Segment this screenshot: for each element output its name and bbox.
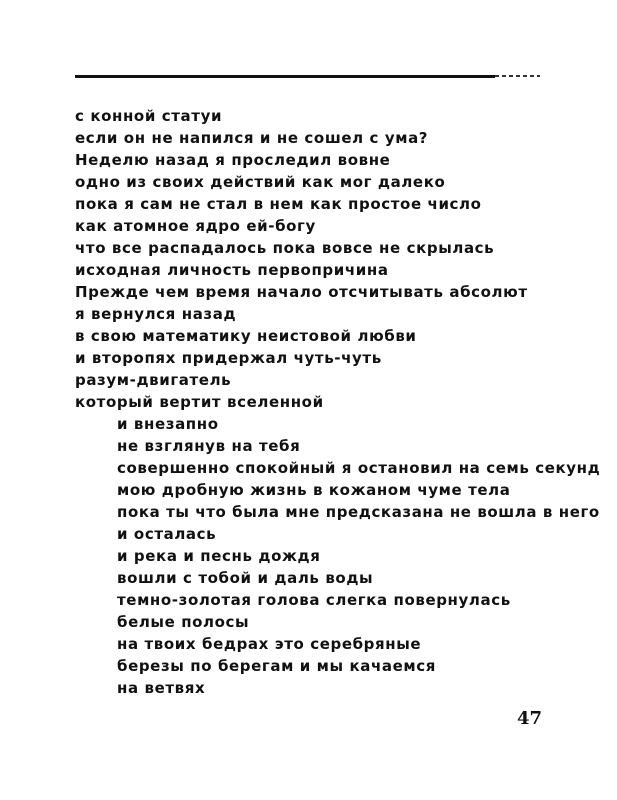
page-number: 47 xyxy=(517,708,543,729)
poem-line: что все распадалось пока вовсе не скрылась xyxy=(75,239,495,257)
poem-line: в свою математику неистовой любви xyxy=(75,327,417,345)
poem-line-indented: и река и песнь дождя xyxy=(117,547,321,565)
poem-line-indented: белые полосы xyxy=(117,613,250,631)
poem-line: с конной статуи xyxy=(75,107,223,125)
poem-line: и второпях придержал чуть-чуть xyxy=(75,349,382,367)
poem-line-indented: на ветвях xyxy=(117,679,206,697)
poem-line-indented: березы по берегам и мы качаемся xyxy=(117,657,437,675)
poem-line-indented: вошли с тобой и даль воды xyxy=(117,569,374,587)
poem-line: пока я сам не стал в нем как простое число xyxy=(75,195,482,213)
poem-line-indented: и внезапно xyxy=(117,415,219,433)
header-rule-tail xyxy=(495,75,540,77)
poem-line: я вернулся назад xyxy=(75,305,237,323)
poem-line: Неделю назад я проследил вовне xyxy=(75,151,391,169)
poem-line: как атомное ядро ей-богу xyxy=(75,217,316,235)
poem-line-indented: и осталась xyxy=(117,525,217,543)
poem-line-indented: на твоих бедрах это серебряные xyxy=(117,635,422,653)
poem-line-indented: мою дробную жизнь в кожаном чуме тела xyxy=(117,481,511,499)
header-rule xyxy=(75,75,495,78)
poem-line: исходная личность первопричина xyxy=(75,261,389,279)
poem-line: одно из своих действий как мог далеко xyxy=(75,173,446,191)
poem-line-indented: не взглянув на тебя xyxy=(117,437,301,455)
poem-line: Прежде чем время начало отсчитывать абсолют xyxy=(75,283,528,301)
poem-line-indented: пока ты что была мне предсказана не вошла в него xyxy=(117,503,600,521)
poem-line: который вертит вселенной xyxy=(75,393,324,411)
poem-line-indented: темно-золотая голова слегка повернулась xyxy=(117,591,511,609)
poem-line-indented: совершенно спокойный я остановил на семь секунд xyxy=(117,459,601,477)
poem-line: если он не напился и не сошел с ума? xyxy=(75,129,429,147)
poem-line: разум-двигатель xyxy=(75,371,232,389)
